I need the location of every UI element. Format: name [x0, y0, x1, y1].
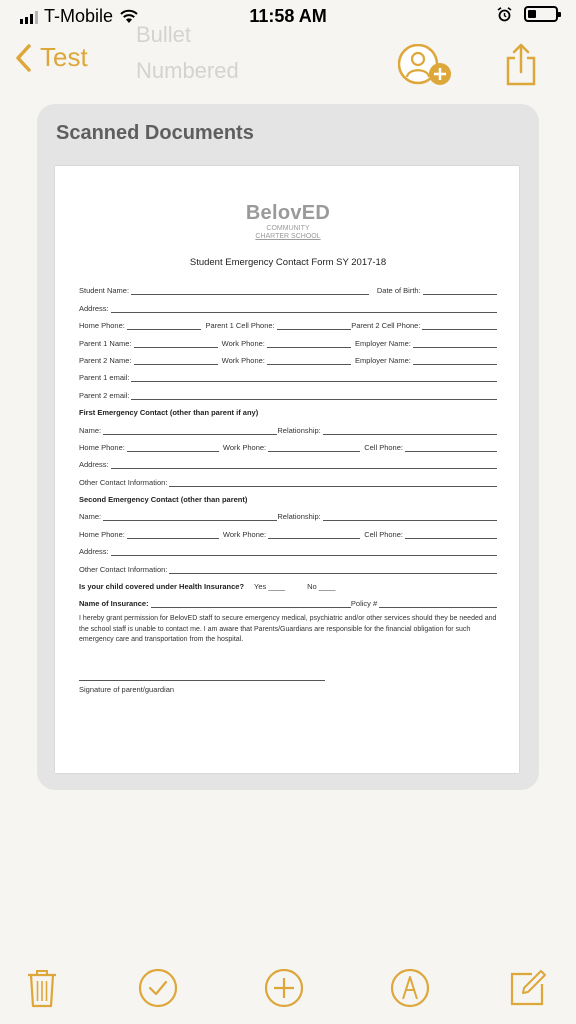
signature-line [79, 680, 325, 681]
form-title: Student Emergency Contact Form SY 2017-18 [189, 257, 387, 268]
status-right [497, 6, 558, 22]
form-row: Other Contact Information: [79, 469, 497, 486]
permission-paragraph: I hereby grant permission for BelovED staff to secure emergency medical, psychiatric and/or other services should they be needed and the school staff is unable to contact me. I am aware that Parents/Guardians are responsible for the financial obligation for such emergency care and transportation from the hospital. [79, 615, 497, 644]
markup-icon[interactable] [390, 968, 430, 1008]
form-row: Home Phone: Parent 1 Cell Phone: Parent 2 Cell Phone: [79, 313, 497, 330]
form-row: Home Phone: Work Phone: Cell Phone: [79, 521, 497, 538]
second-contact-heading: Second Emergency Contact (other than parent) [79, 495, 248, 505]
form-row: Student Name: Date of Birth: [79, 278, 497, 295]
battery-icon [524, 6, 558, 22]
scanned-documents-card[interactable] [37, 104, 539, 790]
form-row: Home Phone: Work Phone: Cell Phone: [79, 435, 497, 452]
school-logo: BelovED COMMUNITY CHARTER SCHOOL [245, 202, 331, 240]
form-row: Parent 1 email: [79, 365, 497, 382]
form-row: Name: Relationship: [79, 504, 497, 521]
compose-icon[interactable] [508, 968, 548, 1008]
back-button[interactable] [14, 42, 88, 73]
form-row: Address: [79, 452, 497, 469]
form-row: Name: Relationship: [79, 417, 497, 434]
form-row: Is your child covered under Health Insurance? Yes ____ No ____ [79, 582, 336, 592]
form-row: Address: [79, 295, 497, 312]
form-row: Parent 2 Name: Work Phone: Employer Name: [79, 348, 497, 365]
clock: 11:58 AM [249, 6, 327, 26]
form-row: Parent 2 email: [79, 382, 497, 399]
section-title: Scanned Documents [56, 122, 254, 144]
form-row: Name of Insurance: Policy # [79, 591, 497, 608]
scanned-page[interactable] [55, 166, 519, 773]
ghost-menu-item: Bullet [136, 22, 192, 47]
form-row: Other Contact Information: [79, 556, 497, 573]
share-icon[interactable] [504, 42, 538, 86]
trash-icon[interactable] [26, 968, 58, 1008]
form-row: Address: [79, 539, 497, 556]
status-bar [0, 0, 576, 34]
signature-label: Signature of parent/guardian [79, 684, 175, 694]
add-people-icon[interactable] [398, 44, 454, 88]
chevron-left-icon [14, 43, 32, 73]
form-row: Parent 1 Name: Work Phone: Employer Name: [79, 330, 497, 347]
checklist-icon[interactable] [138, 968, 178, 1008]
carrier-label: T-Mobile [44, 6, 114, 26]
first-contact-heading: First Emergency Contact (other than parent if any) [79, 408, 259, 418]
form-content [79, 202, 497, 694]
bottom-toolbar [0, 960, 576, 1016]
ghost-menu-item: Numbered [136, 58, 239, 83]
add-icon[interactable] [264, 968, 304, 1008]
alarm-icon [497, 7, 512, 22]
back-label: Test [40, 42, 88, 72]
